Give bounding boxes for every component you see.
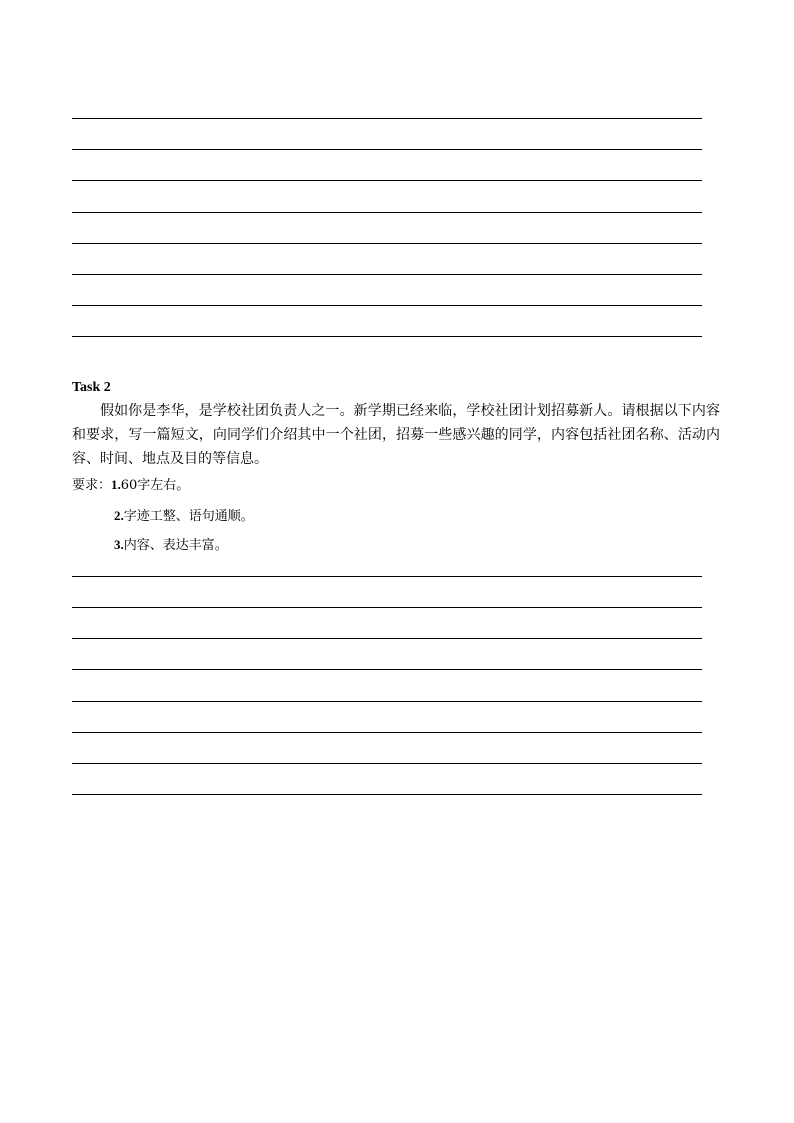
writing-line: [72, 669, 702, 670]
requirement-item: [114, 535, 228, 556]
writing-line: [72, 305, 702, 306]
requirement-text: 60字左右。: [120, 478, 190, 493]
writing-line: [72, 763, 702, 764]
writing-line: [72, 243, 702, 244]
writing-line: [72, 794, 702, 795]
requirement-number: 2.: [114, 508, 124, 523]
task-prompt: 假如你是李华，是学校社团负责人之一。新学期已经来临，学校社团计划招募新人。请根据以下内容和要求，写一篇短文，向同学们介绍其中一个社团，招募一些感兴趣的同学，内容包括社团名称、活动内容、时间、地点及目的等信息。: [72, 403, 720, 467]
writing-line: [72, 732, 702, 733]
task-title: Task 2: [72, 380, 111, 395]
requirement-text: 内容、表达丰富。: [123, 538, 228, 553]
requirement-item: [72, 475, 189, 496]
writing-line: [72, 180, 702, 181]
requirement-item: [114, 506, 254, 527]
writing-line: [72, 274, 702, 275]
writing-line: [72, 336, 702, 337]
requirement-number: 3.: [114, 537, 124, 552]
requirement-number: 1.: [111, 477, 121, 492]
writing-line: [72, 638, 702, 639]
writing-line: [72, 701, 702, 702]
writing-line: [72, 118, 702, 119]
requirements-label: 要求：: [72, 478, 112, 493]
writing-line: [72, 212, 702, 213]
requirement-text: 字迹工整、语句通顺。: [123, 509, 254, 524]
writing-line: [72, 576, 702, 577]
writing-line: [72, 149, 702, 150]
writing-line: [72, 607, 702, 608]
